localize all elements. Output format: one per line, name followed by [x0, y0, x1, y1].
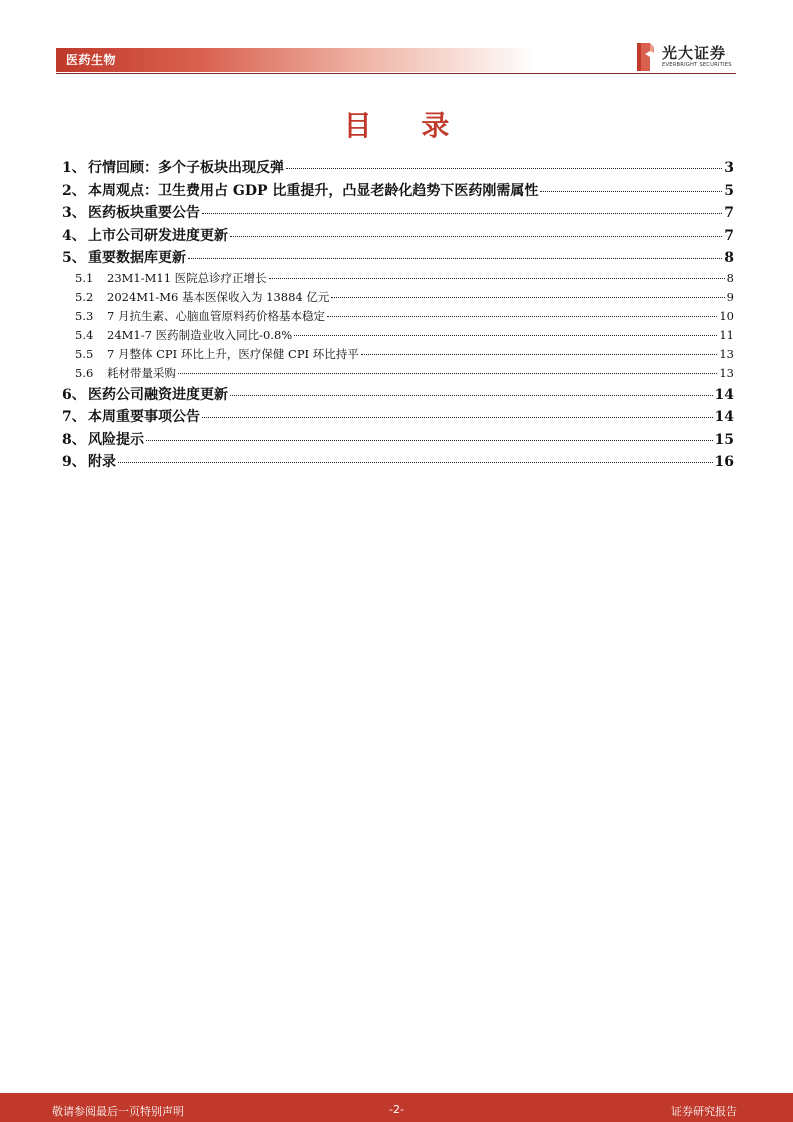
- toc-subentry[interactable]: [62, 365, 734, 384]
- toc-leader-dots: [202, 417, 713, 418]
- toc-subentry-number: 5.5: [75, 346, 94, 361]
- toc-leader-dots: [327, 316, 717, 317]
- toc-entry-number: 9、: [62, 454, 86, 470]
- toc-leader-dots: [361, 354, 718, 355]
- toc-entry-number: 5、: [62, 250, 86, 266]
- toc-entry-page: 5: [724, 182, 734, 199]
- toc-subentry[interactable]: [62, 327, 734, 346]
- toc-subentry-page: 13: [719, 365, 734, 380]
- toc-leader-dots: [118, 462, 713, 463]
- toc-leader-dots: [146, 440, 713, 441]
- toc-subentry-number: 5.1: [75, 270, 94, 285]
- toc-entry-page: 7: [724, 205, 734, 221]
- toc-leader-dots: [286, 168, 722, 169]
- toc-entry-title: 风险提示: [88, 431, 144, 448]
- toc-subentry-title: 7 月整体 CPI 环比上升，医疗保健 CPI 环比持平: [107, 346, 359, 361]
- logo-cn-text: 光大证券: [662, 44, 727, 62]
- toc-subentry[interactable]: [62, 346, 734, 365]
- toc-entry-title: 附录: [88, 454, 116, 470]
- toc-subentry[interactable]: [62, 289, 734, 308]
- toc-entry-title: 本周观点：卫生费用占 GDP 比重提升，凸显老龄化趋势下医药刚需属性: [88, 182, 539, 199]
- toc-entry-page: 8: [724, 250, 734, 266]
- toc-leader-dots: [230, 395, 713, 396]
- toc-entry[interactable]: [62, 406, 734, 429]
- toc-entry-page: 15: [714, 431, 734, 448]
- toc-entry[interactable]: [62, 451, 734, 474]
- toc-leader-dots: [202, 213, 722, 214]
- toc-subentry-title: 耗材带量采购: [107, 365, 176, 380]
- toc-entry[interactable]: [62, 225, 734, 248]
- everbright-logo-icon: [634, 42, 656, 72]
- toc-entry-page: 7: [724, 227, 734, 244]
- toc-leader-dots: [331, 297, 724, 298]
- toc-entry-page: 14: [714, 409, 734, 425]
- toc-entry-number: 8、: [62, 431, 86, 448]
- toc-entry-page: 16: [714, 454, 734, 470]
- toc-entry[interactable]: [62, 429, 734, 452]
- toc-entry[interactable]: [62, 180, 734, 203]
- toc-entry-title: 上市公司研发进度更新: [88, 227, 228, 244]
- toc-entry-page: 14: [714, 386, 734, 403]
- toc-leader-dots: [540, 191, 722, 192]
- toc-entry-number: 2、: [62, 182, 86, 199]
- toc-entry-number: 3、: [62, 205, 86, 221]
- header-bar: [56, 48, 536, 72]
- toc-subentry-page: 8: [726, 270, 734, 285]
- section-label: 医药生物: [66, 53, 117, 67]
- toc-entry-title: 医药公司融资进度更新: [88, 386, 228, 403]
- toc-entry-number: 6、: [62, 386, 86, 403]
- logo-en-text: EVERBRIGHT SECURITIES: [662, 62, 732, 68]
- toc-entry[interactable]: [62, 157, 734, 180]
- footer-disclaimer: 敬请参阅最后一页特别声明: [52, 1105, 184, 1118]
- toc-entry-page: 3: [724, 160, 734, 176]
- toc-entry[interactable]: [62, 384, 734, 407]
- toc-subentry-number: 5.2: [75, 289, 94, 304]
- toc-title: 目 录: [343, 109, 470, 142]
- toc-entry-number: 7、: [62, 409, 86, 425]
- toc-subentry-page: 10: [719, 308, 734, 323]
- toc-entry-number: 4、: [62, 227, 86, 244]
- toc-subentry-number: 5.3: [75, 308, 94, 323]
- toc-entry-title: 行情回顾：多个子板块出现反弹: [88, 160, 284, 176]
- toc-leader-dots: [230, 236, 722, 237]
- toc-subentry-page: 11: [719, 327, 734, 342]
- toc-subentry-page: 9: [726, 289, 734, 304]
- toc-subentry-page: 13: [719, 346, 734, 361]
- toc-subentry[interactable]: [62, 308, 734, 327]
- toc-subentry-number: 5.4: [75, 327, 94, 342]
- toc-entry[interactable]: [62, 202, 734, 225]
- toc-entry-title: 医药板块重要公告: [88, 205, 200, 221]
- toc-entry[interactable]: [62, 247, 734, 270]
- header-divider: [56, 73, 736, 74]
- footer-report-type: 证券研究报告: [671, 1105, 737, 1118]
- toc-entry-title: 本周重要事项公告: [88, 409, 200, 425]
- page-number: -2-: [389, 1103, 404, 1116]
- table-of-contents: [62, 157, 734, 474]
- toc-subentry-number: 5.6: [75, 365, 94, 380]
- company-logo: [634, 42, 738, 72]
- toc-leader-dots: [178, 373, 717, 374]
- toc-subentry-title: 2024M1-M6 基本医保收入为 13884 亿元: [107, 289, 330, 304]
- toc-leader-dots: [188, 258, 722, 259]
- toc-leader-dots: [269, 278, 725, 279]
- toc-subentry-title: 23M1-M11 医院总诊疗正增长: [107, 270, 267, 285]
- toc-entry-number: 1、: [62, 160, 86, 176]
- toc-subentry[interactable]: [62, 270, 734, 289]
- toc-subentry-title: 7 月抗生素、心脑血管原料药价格基本稳定: [107, 308, 325, 323]
- toc-leader-dots: [294, 335, 717, 336]
- toc-entry-title: 重要数据库更新: [88, 250, 186, 266]
- toc-subentry-title: 24M1-7 医药制造业收入同比-0.8%: [107, 327, 293, 342]
